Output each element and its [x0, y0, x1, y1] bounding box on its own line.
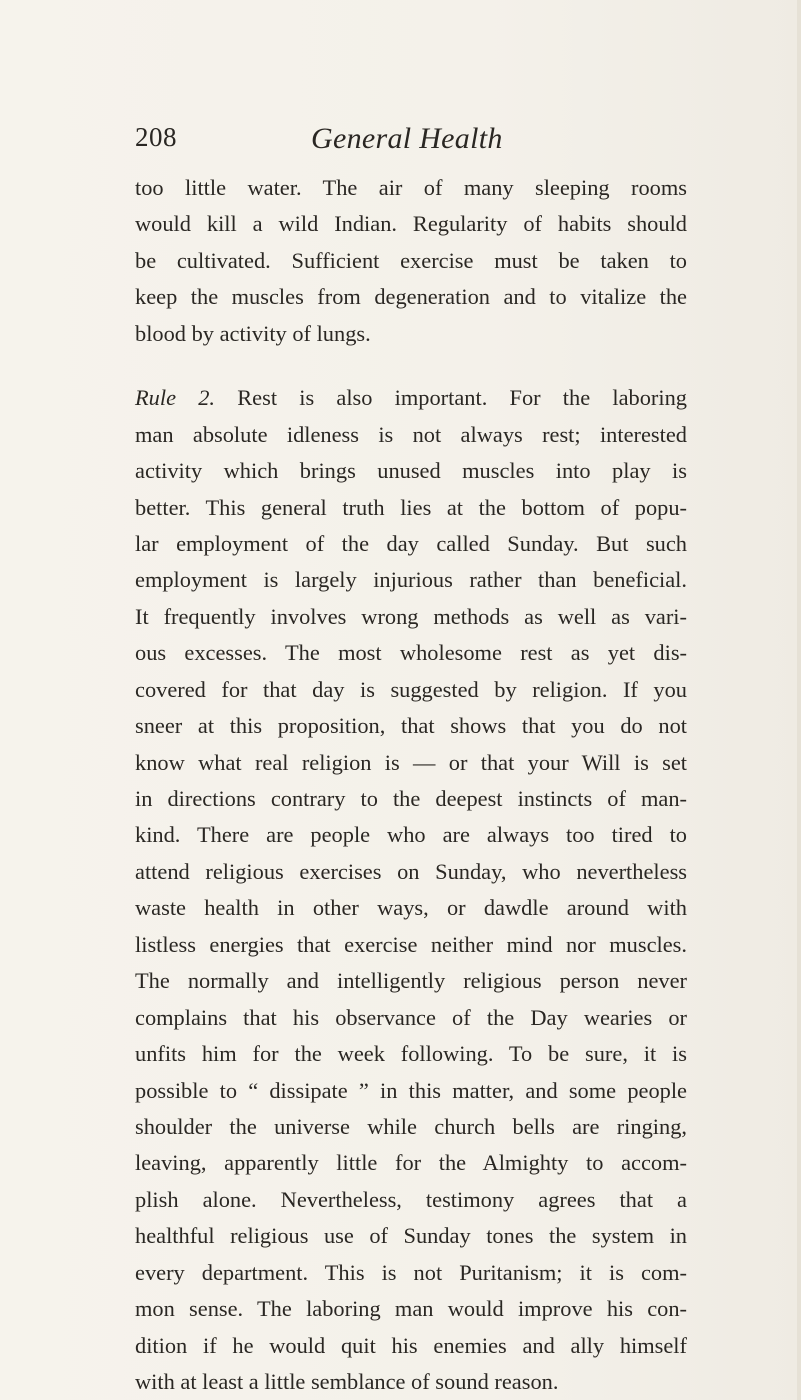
text-line: shoulder the universe while church bells are ringing,: [135, 1113, 687, 1139]
text-line: would kill a wild Indian. Regularity of habits should: [135, 211, 687, 237]
text-line: waste health in other ways, or dawdle around with: [135, 895, 687, 921]
text-line: plish alone. Nevertheless, testimony agrees that a: [135, 1186, 687, 1212]
rule-label: Rule 2.: [135, 385, 216, 411]
body-text: [135, 170, 687, 1400]
text-line: better. This general truth lies at the bottom of popu-: [135, 494, 687, 520]
text-line: employment is largely injurious rather than beneficial.: [135, 567, 687, 593]
text-line: keep the muscles from degeneration and to vitalize the: [135, 284, 687, 310]
text-line: mon sense. The laboring man would improve his con-: [135, 1296, 687, 1322]
text-line: listless energies that exercise neither mind nor muscles.: [135, 931, 687, 957]
text-line: activity which brings unused muscles into play is: [135, 458, 687, 484]
text-line: kind. There are people who are always too tired to: [135, 822, 687, 848]
text-line: possible to “ dissipate ” in this matter, and some people: [135, 1077, 687, 1103]
page-number: 208: [135, 122, 177, 152]
text-line: leaving, apparently little for the Almighty to accom-: [135, 1150, 687, 1176]
text-line: in directions contrary to the deepest instincts of man-: [135, 786, 687, 811]
text-line: with at least a little semblance of sound reason.: [135, 1369, 559, 1394]
running-head: General Health: [311, 122, 503, 155]
text-line: covered for that day is suggested by religion. If you: [135, 676, 687, 702]
text-line: healthful religious use of Sunday tones the system in: [135, 1223, 687, 1249]
text-line: dition if he would quit his enemies and ally himself: [135, 1332, 687, 1358]
paragraph-gap: [135, 352, 687, 380]
text-line: sneer at this proposition, that shows that you do not: [135, 713, 687, 739]
text-line: blood by activity of lungs.: [135, 320, 371, 346]
text-line-with-rule: [135, 380, 687, 416]
page-header: [135, 122, 695, 162]
paragraph-2: [135, 380, 687, 1400]
text-line: every department. This is not Puritanism; it is com-: [135, 1259, 687, 1285]
text-line: attend religious exercises on Sunday, who nevertheless: [135, 858, 687, 884]
paragraph-1: [135, 170, 687, 352]
text-line: unfits him for the week following. To be sure, it is: [135, 1041, 687, 1067]
page-edge: [797, 0, 801, 1400]
text-line: lar employment of the day called Sunday. But such: [135, 530, 687, 556]
text-line: know what real religion is — or that your Will is set: [135, 749, 687, 775]
text-line: too little water. The air of many sleeping rooms: [135, 175, 687, 200]
text-line: The normally and intelligently religious person never: [135, 968, 687, 994]
text-line: be cultivated. Sufficient exercise must be taken to: [135, 247, 687, 273]
text-line: man absolute idleness is not always rest; interested: [135, 421, 687, 447]
text-line: complains that his observance of the Day wearies or: [135, 1004, 687, 1030]
text-line: It frequently involves wrong methods as well as vari-: [135, 603, 687, 629]
text-line: ous excesses. The most wholesome rest as yet dis-: [135, 640, 687, 666]
rule-line-text: Rest is also important. For the laboring: [215, 385, 687, 411]
